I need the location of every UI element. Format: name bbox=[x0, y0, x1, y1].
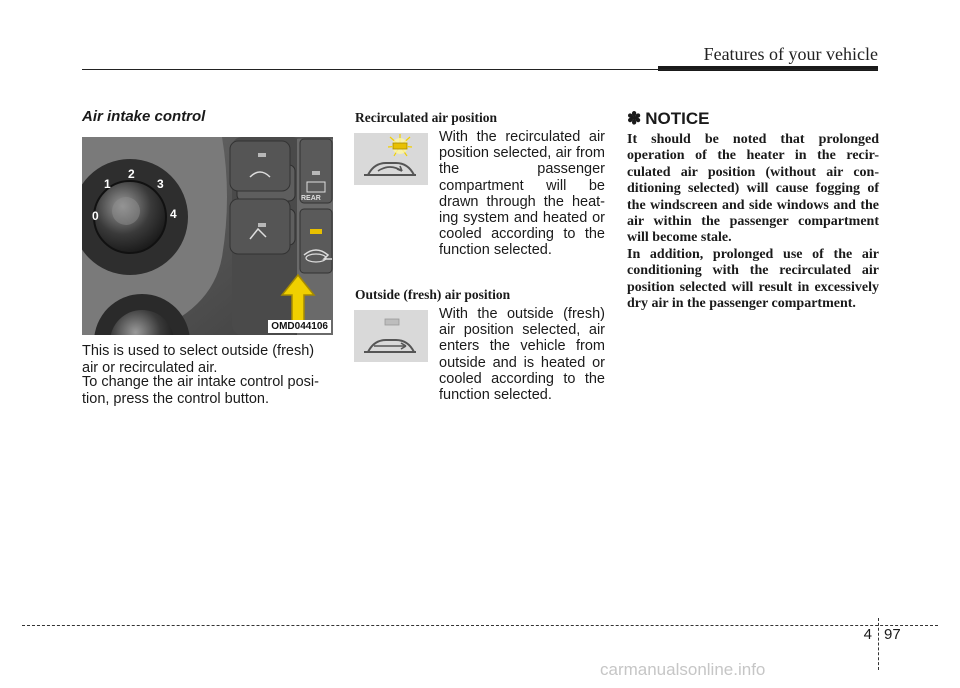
watermark: carmanualsonline.info bbox=[600, 660, 766, 679]
intro-paragraph: This is used to select outside (fresh) air or recirculated air. bbox=[82, 343, 315, 376]
footer-divider bbox=[878, 618, 879, 670]
knob-label: 0 bbox=[92, 209, 99, 223]
knob-label: 3 bbox=[157, 177, 164, 191]
figure-code: OMD044106 bbox=[268, 320, 331, 333]
chapter-number: 4 bbox=[863, 626, 872, 643]
page-number: 97 bbox=[884, 626, 901, 643]
outside-air-button-illustration bbox=[354, 310, 428, 362]
outside-air-description: With the outside (fresh) air position selected, air enters the vehicle from outside and is heated or cooled according to the function selected. bbox=[439, 306, 605, 404]
page-header-title: Features of your vehicle bbox=[703, 44, 878, 64]
outside-air-icon bbox=[354, 310, 428, 362]
recirculated-description: With the recirculated air position selected, air from the passenger compartment will be drawn through the heat-ing system and heated or cooled according to the function selected. bbox=[439, 129, 605, 259]
notice-paragraph: It should be noted that prolonged operation of the heater in the recir-culated air position (without air con-ditioning selected) will cause fogging of the windscreen and side windows and the air within the passenger compartment will become stale. bbox=[627, 132, 879, 246]
footer-rule bbox=[22, 625, 938, 626]
instruction-paragraph: To change the air intake control posi-tion, press the control button. bbox=[82, 374, 319, 407]
notice-heading bbox=[627, 109, 709, 129]
control-panel-figure bbox=[82, 137, 333, 335]
control-panel-illustration bbox=[82, 137, 333, 335]
knob-label: 1 bbox=[104, 177, 111, 191]
notice-body bbox=[627, 132, 879, 312]
recirculated-heading: Recirculated air position bbox=[355, 110, 497, 125]
knob-label: 2 bbox=[128, 167, 135, 181]
section-heading: Air intake control bbox=[82, 108, 206, 125]
header-rule bbox=[82, 69, 878, 70]
rear-label: REAR bbox=[301, 195, 321, 202]
notice-title: NOTICE bbox=[645, 109, 710, 128]
knob-label: 4 bbox=[170, 207, 177, 221]
recirculated-button-illustration bbox=[354, 133, 428, 185]
notice-asterisk-icon: ✽ bbox=[627, 109, 642, 128]
notice-paragraph: In addition, prolonged use of the air conditioning with the recirculated air position selected will result in excessively dry air in the passenger compartment. bbox=[627, 246, 879, 312]
outside-air-heading: Outside (fresh) air position bbox=[355, 287, 511, 302]
recirculated-air-icon bbox=[354, 133, 428, 185]
